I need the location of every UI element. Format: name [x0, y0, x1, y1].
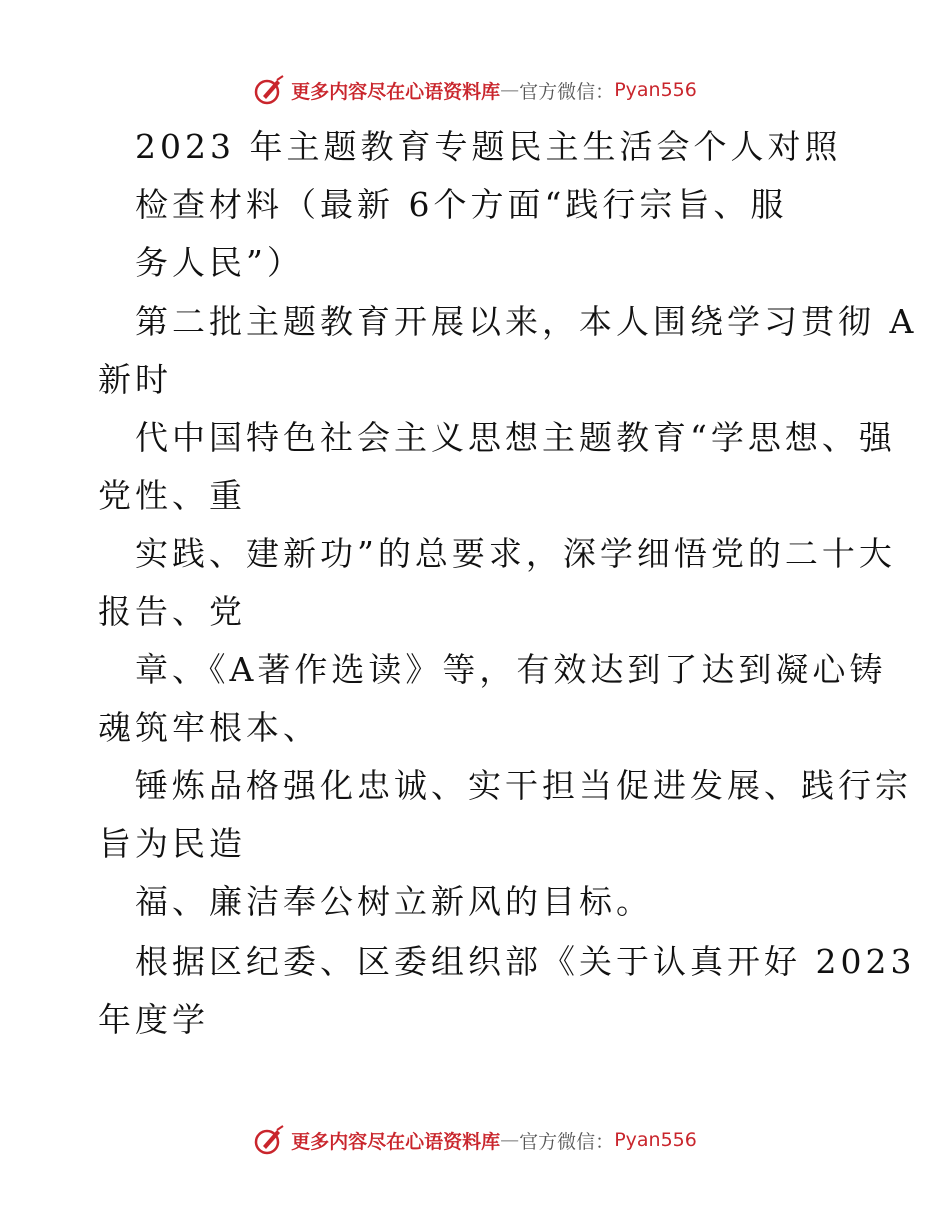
doc-line: 年度学 — [98, 1000, 209, 1039]
doc-line: 第二批主题教育开展以来，本人围绕学习贯彻 A — [135, 302, 918, 341]
watermark-dash: — — [500, 79, 520, 101]
doc-title-line-3: 务人民”） — [135, 243, 304, 282]
watermark-brand: 更多内容尽在心语资料库 — [291, 1130, 501, 1153]
watermark-header — [0, 70, 950, 110]
doc-title-line-1: 2023 年主题教育专题民主生活会个人对照 — [135, 127, 842, 166]
doc-title-line-2: 检查材料（最新 6个方面“践行宗旨、服 — [135, 185, 788, 224]
doc-line: 魂筑牢根本、 — [98, 708, 320, 747]
watermark-brand: 更多内容尽在心语资料库 — [291, 80, 501, 103]
quill-logo-icon — [253, 1124, 285, 1156]
doc-line: 根据区纪委、区委组织部《关于认真开好 2023 — [135, 942, 916, 981]
doc-line: 报告、党 — [98, 592, 246, 631]
doc-line: 章、《A著作选读》等，有效达到了达到凝心铸 — [135, 650, 887, 689]
doc-line: 旨为民造 — [98, 824, 246, 863]
watermark-dash: — — [500, 1129, 520, 1151]
doc-line: 锤炼品格强化忠诚、实干担当促进发展、践行宗 — [135, 766, 912, 805]
doc-line: 代中国特色社会主义思想主题教育“学思想、强 — [135, 418, 896, 457]
watermark-footer — [0, 1120, 950, 1160]
watermark-official-label: 官方微信： — [519, 1130, 615, 1153]
doc-line: 党性、重 — [98, 476, 246, 515]
quill-logo-icon — [253, 74, 285, 106]
watermark-wechat-id: Pyan556 — [614, 1129, 697, 1151]
doc-line: 实践、建新功”的总要求，深学细悟党的二十大 — [135, 534, 896, 573]
doc-line: 新时 — [98, 360, 172, 399]
watermark-wechat-id: Pyan556 — [614, 79, 697, 101]
doc-line: 福、廉洁奉公树立新风的目标。 — [135, 882, 653, 921]
watermark-official-label: 官方微信： — [519, 80, 615, 103]
